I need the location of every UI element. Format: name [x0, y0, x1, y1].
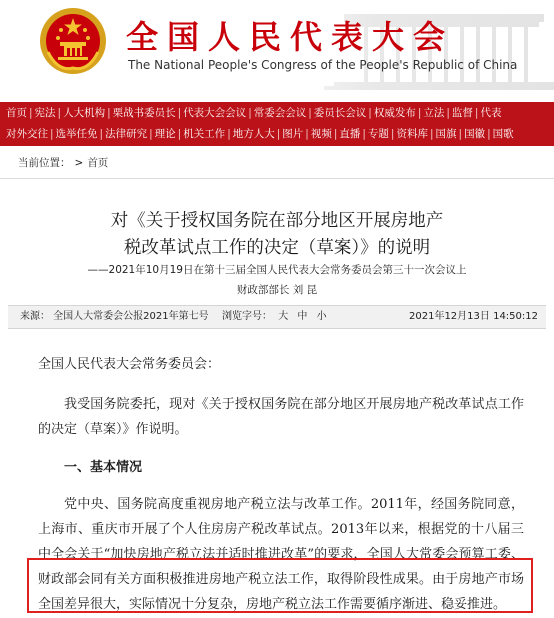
section-heading: 一、基本情况 — [64, 460, 143, 475]
article-meta-bar — [8, 305, 546, 329]
nav-item-foreign-exchanges[interactable]: 对外交往 — [6, 128, 48, 140]
font-size-control — [222, 306, 330, 328]
nav-item-legal-research[interactable]: 法律研究 — [105, 128, 148, 140]
article-intro-paragraph: 我受国务院委托，现对《关于授权国务院在部分地区开展房地产税改革试点工作的决定（草案）》作说明。 — [38, 397, 524, 437]
divider — [0, 178, 554, 179]
article-paragraph: 党中央、国务院高度重视房地产税立法与改革工作。2011年，经国务院同意，上海市、重庆市开展了个人住房房产税改革试点。2013年以来，根据党的十八届三中全会关于“加快房地产税立法并适时推进改革”的要求，全国人大常委会预算工委、财政部会同有关方面积极推进房地产税立法工作，取得阶段性成果。由于房地产市场全国差异很大，实际情况十分复杂，房地产税立法工作需要循序渐进、稳妥推进。 — [38, 497, 524, 612]
main-nav — [0, 102, 554, 146]
nav-item-elections-appointments[interactable]: 选举任免 — [55, 128, 98, 140]
breadcrumb: 当前位置： > 首页 — [18, 157, 109, 169]
nav-item-organ-work[interactable]: 机关工作 — [183, 128, 226, 140]
nav-row-secondary: 对外交往 | 选举任免 | 法律研究 | 理论 | 机关工作 | 地方人大 | 图片 | 视频 | 直播 | 专题 | 资料库 | 国旗 | 国徽 | 国歌 — [6, 128, 514, 140]
nav-item-congress-sessions[interactable]: 代表大会会议 — [183, 107, 247, 119]
site-title: 全国人民代表大会 — [126, 18, 455, 56]
national-emblem-icon — [38, 6, 108, 76]
nav-item-supervision[interactable]: 监督 — [451, 107, 473, 119]
font-size-label: 浏览字号： — [222, 311, 272, 322]
site-header — [0, 0, 554, 96]
nav-item-deputies[interactable]: 代表 — [480, 107, 502, 119]
nav-item-legislation[interactable]: 立法 — [423, 107, 445, 119]
nav-item-videos[interactable]: 视频 — [310, 128, 332, 140]
breadcrumb-home-link[interactable]: 首页 — [87, 157, 109, 169]
nav-item-national-emblem[interactable]: 国徽 — [464, 128, 486, 140]
nav-item-constitution[interactable]: 宪法 — [34, 107, 56, 119]
article-source: 来源： 全国人大常委会公报2021年第七号 — [20, 311, 209, 322]
nav-item-pictures[interactable]: 图片 — [282, 128, 304, 140]
article-date: 2021年12月13日 14:50:12 — [409, 311, 538, 322]
nav-item-home[interactable]: 首页 — [6, 107, 27, 119]
article-title-line-2: 税改革试点工作的决定（草案）》的说明 — [123, 238, 431, 258]
nav-item-official-releases[interactable]: 权威发布 — [373, 107, 416, 119]
nav-item-national-flag[interactable]: 国旗 — [435, 128, 457, 140]
nav-item-npc-organs[interactable]: 人大机构 — [63, 107, 106, 119]
font-size-medium-button[interactable]: 中 — [297, 311, 308, 322]
breadcrumb-label: 当前位置： — [18, 157, 71, 169]
nav-item-topics[interactable]: 专题 — [367, 128, 389, 140]
nav-item-theory[interactable]: 理论 — [154, 128, 176, 140]
nav-item-standing-committee-sessions[interactable]: 常委会会议 — [253, 107, 307, 119]
article-meeting-info: ——2021年10月19日在第十三届全国人民代表大会常务委员会第三十一次会议上 — [87, 264, 467, 276]
nav-item-database[interactable]: 资料库 — [396, 128, 428, 140]
font-size-large-button[interactable]: 大 — [278, 311, 289, 322]
article-title — [0, 208, 554, 262]
nav-item-live[interactable]: 直播 — [339, 128, 361, 140]
nav-item-local-congresses[interactable]: 地方人大 — [232, 128, 275, 140]
article-author: 财政部部长 刘 昆 — [236, 284, 318, 296]
font-size-small-button[interactable]: 小 — [316, 311, 327, 322]
nav-row-primary: 首页 | 宪法 | 人大机构 | 栗战书委员长 | 代表大会会议 | 常委会会议 | 委员长会议 | 权威发布 | 立法 | 监督 | 代表 — [6, 107, 502, 119]
nav-item-council-of-chairmen[interactable]: 委员长会议 — [313, 107, 367, 119]
highlight-annotation-box — [27, 558, 533, 613]
article-salutation: 全国人民代表大会常务委员会： — [38, 357, 221, 372]
nav-item-national-anthem[interactable]: 国歌 — [492, 128, 514, 140]
article-title-line-1: 对《关于授权国务院在部分地区开展房地产 — [110, 211, 444, 231]
nav-item-chairman[interactable]: 栗战书委员长 — [112, 107, 176, 119]
site-subtitle: The National People's Congress of the People's Republic of China — [128, 58, 518, 72]
